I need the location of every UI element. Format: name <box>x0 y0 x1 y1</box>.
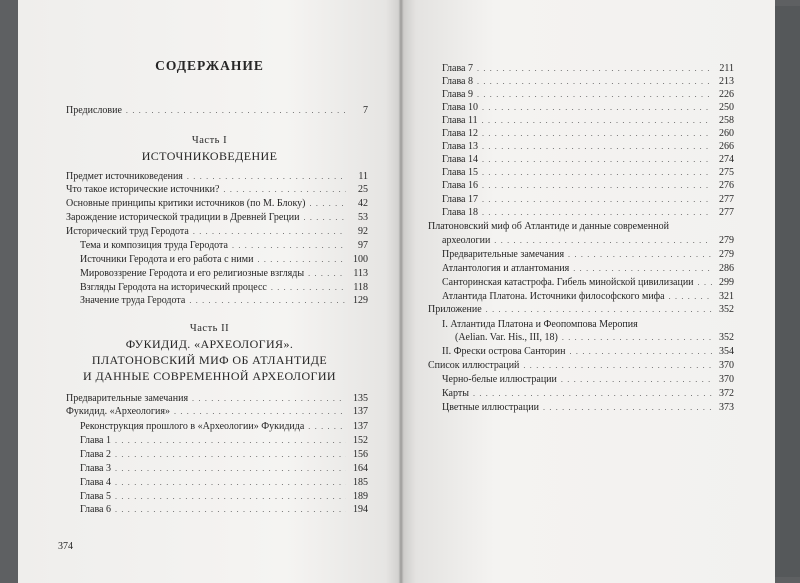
toc-entry-appendix <box>428 303 734 316</box>
toc-leader <box>271 281 346 294</box>
toc-entry-text: Фукидид. «Археология» <box>66 406 170 417</box>
toc-leader <box>570 345 712 358</box>
toc-entry-page: 42 <box>358 198 368 209</box>
toc-subentry <box>80 267 368 280</box>
book-gutter <box>398 0 404 583</box>
toc-entry-text: Источники Геродота и его работа с ними <box>80 254 254 265</box>
toc-leader <box>482 140 712 153</box>
toc-entry-text: Глава 7 <box>442 63 473 74</box>
toc-entry-page: 279 <box>719 249 734 260</box>
toc-entry <box>66 170 368 183</box>
toc-entry-page: 258 <box>719 115 734 126</box>
toc-subentry <box>442 127 734 140</box>
toc-leader <box>115 490 346 503</box>
toc-entry-text: (Aelian. Var. His., III, 18) <box>455 332 558 343</box>
toc-leader <box>115 462 346 475</box>
toc-leader <box>115 476 346 489</box>
toc-entry-page: 118 <box>353 282 368 293</box>
toc-subentry <box>80 434 368 447</box>
toc-entry-page: 189 <box>353 491 368 502</box>
toc-entry-page: 260 <box>719 128 734 139</box>
toc-entry-text: Приложение <box>428 304 482 315</box>
toc-entry-atlantis <box>442 234 734 247</box>
part2-title-line1: ФУКИДИД. «АРХЕОЛОГИЯ». <box>125 337 294 351</box>
toc-entry-text: Глава 3 <box>80 463 111 474</box>
toc-entry-page: 137 <box>353 406 368 417</box>
toc-entry-text: Глава 10 <box>442 102 478 113</box>
toc-leader <box>193 225 346 238</box>
toc-entry-page: 277 <box>719 207 734 218</box>
toc-entry-page: 321 <box>719 291 734 302</box>
toc-subentry <box>442 114 734 127</box>
toc-leader <box>543 401 712 414</box>
toc-leader <box>303 211 346 224</box>
toc-leader <box>126 104 346 117</box>
toc-leader <box>308 420 346 433</box>
toc-entry-page: 213 <box>719 76 734 87</box>
toc-subentry <box>80 448 368 461</box>
toc-appendix-item1 <box>455 331 734 344</box>
toc-entry-text: Взгляды Геродота на исторический процесс <box>80 282 267 293</box>
toc-leader <box>232 239 346 252</box>
toc-entry-text: Глава 17 <box>442 194 478 205</box>
toc-entry-text: Исторический труд Геродота <box>66 226 189 237</box>
toc-leader <box>486 303 712 316</box>
part2-label: Часть II <box>189 323 230 334</box>
part2-title-line3: И ДАННЫЕ СОВРЕМЕННОЙ АРХЕОЛОГИИ <box>82 369 336 383</box>
toc-leader <box>523 359 712 372</box>
toc-subentry <box>442 193 734 206</box>
toc-subentry <box>80 462 368 475</box>
toc-entry-text: Основные принципы критики источников (по М. Блоку) <box>66 198 306 209</box>
toc-entry-atlantis-line1: Платоновский миф об Атлантиде и данные современной <box>428 221 669 232</box>
toc-entry-text: Атлантология и атлантомания <box>442 263 570 274</box>
toc-entry-text: Глава 13 <box>442 141 478 152</box>
toc-entry-text: Что такое исторические источники? <box>66 184 220 195</box>
toc-entry-page: 135 <box>353 393 368 404</box>
toc-subentry <box>442 88 734 101</box>
toc-entry-text: Предмет источниковедения <box>66 171 183 182</box>
toc-leader <box>115 448 346 461</box>
toc-leader <box>494 234 712 247</box>
toc-leader <box>482 101 712 114</box>
toc-entry-text: Глава 8 <box>442 76 473 87</box>
toc-entry-text: Тема и композиция труда Геродота <box>80 240 228 251</box>
toc-entry-page: 156 <box>353 449 368 460</box>
toc-entry-text: Список иллюстраций <box>428 360 520 371</box>
toc-entry <box>66 392 368 405</box>
toc-entry-page: 137 <box>353 421 368 432</box>
toc-leader <box>482 166 712 179</box>
toc-subentry <box>80 281 368 294</box>
toc-subentry <box>80 490 368 503</box>
toc-leader <box>477 62 712 75</box>
toc-leader <box>192 392 346 405</box>
toc-entry <box>66 183 368 196</box>
toc-entry-page: 370 <box>719 374 734 385</box>
toc-entry-page: 113 <box>353 268 368 279</box>
toc-entry-page: 194 <box>353 504 368 515</box>
toc-entry-page: 164 <box>353 463 368 474</box>
toc-subentry <box>442 401 734 414</box>
toc-subentry <box>442 153 734 166</box>
toc-leader <box>561 373 712 386</box>
toc-entry-text: Глава 4 <box>80 477 111 488</box>
toc-leader <box>257 253 346 266</box>
toc-entry-text: Черно-белые иллюстрации <box>442 374 557 385</box>
toc-leader <box>482 127 712 140</box>
toc-entry-page: 226 <box>719 89 734 100</box>
toc-appendix-item2 <box>442 345 734 358</box>
toc-entry-text: Глава 9 <box>442 89 473 100</box>
toc-leader <box>477 75 712 88</box>
toc-entry-page: 129 <box>353 295 368 306</box>
toc-subentry <box>442 166 734 179</box>
toc-leader <box>482 153 712 166</box>
toc-subentry <box>442 290 734 303</box>
toc-entry-page: 277 <box>719 194 734 205</box>
toc-entry-text: Глава 2 <box>80 449 111 460</box>
toc-entry-text: Предисловие <box>66 105 122 116</box>
toc-subentry <box>80 253 368 266</box>
toc-entry-text: Глава 1 <box>80 435 111 446</box>
toc-appendix-item1-line1: I. Атлантида Платона и Феопомпова Меропия <box>442 319 638 330</box>
toc-entry-text: Глава 5 <box>80 491 111 502</box>
toc-subentry <box>442 140 734 153</box>
toc-leader <box>189 294 346 307</box>
toc-entry-page: 286 <box>719 263 734 274</box>
part1-title: ИСТОЧНИКОВЕДЕНИЕ <box>141 149 278 163</box>
toc-entry-text: Атлантида Платона. Источники философского мифа <box>442 291 665 302</box>
toc-subentry <box>442 262 734 275</box>
page-number: 374 <box>58 541 73 552</box>
toc-entry <box>66 197 368 210</box>
toc-entry-page: 279 <box>719 235 734 246</box>
toc-leader <box>473 387 712 400</box>
toc-entry-text: Мировоззрение Геродота и его религиозные взгляды <box>80 268 305 279</box>
toc-leader <box>698 276 712 289</box>
toc-entry-page: 25 <box>358 184 368 195</box>
toc-subentry <box>80 476 368 489</box>
toc-leader <box>482 114 712 127</box>
toc-leader <box>568 248 712 261</box>
toc-entry-text: Глава 6 <box>80 504 111 515</box>
toc-subentry <box>442 179 734 192</box>
toc-entry-page: 100 <box>353 254 368 265</box>
toc-entry-text: Глава 15 <box>442 167 478 178</box>
toc-entry-page: 370 <box>719 360 734 371</box>
toc-subentry <box>442 387 734 400</box>
toc-entry-page: 352 <box>719 304 734 315</box>
toc-entry-page: 373 <box>719 402 734 413</box>
toc-entry-page: 11 <box>358 171 368 182</box>
toc-subentry <box>442 276 734 289</box>
toc-entry-text: II. Фрески острова Санторин <box>442 346 566 357</box>
toc-entry-text: Значение труда Геродота <box>80 295 186 306</box>
toc-entry-page: 266 <box>719 141 734 152</box>
toc-subentry <box>442 373 734 386</box>
toc-leader <box>562 331 712 344</box>
toc-leader <box>482 179 712 192</box>
toc-entry-text: Цветные иллюстрации <box>442 402 539 413</box>
toc-leader <box>573 262 712 275</box>
toc-entry-text: Глава 12 <box>442 128 478 139</box>
toc-entry-page: 299 <box>719 277 734 288</box>
toc-leader <box>482 206 712 219</box>
toc-subentry <box>442 62 734 75</box>
toc-entry-text: Зарождение исторической традиции в Древней Греции <box>66 212 300 223</box>
toc-entry-illustrations <box>428 359 734 372</box>
toc-entry-page: 53 <box>358 212 368 223</box>
toc-entry-text: Санторинская катастрофа. Гибель минойской цивилизации <box>442 277 694 288</box>
toc-leader <box>477 88 712 101</box>
toc-subentry <box>80 239 368 252</box>
toc-entry-page: 276 <box>719 180 734 191</box>
toc-entry <box>66 405 368 418</box>
toc-entry-page: 372 <box>719 388 734 399</box>
toc-entry-page: 352 <box>719 332 734 343</box>
toc-entry-text: археологии <box>442 235 491 246</box>
toc-entry-page: 97 <box>358 240 368 251</box>
toc-entry-text: Глава 14 <box>442 154 478 165</box>
toc-entry-page: 354 <box>719 346 734 357</box>
toc-leader <box>187 170 346 183</box>
toc-subentry <box>442 101 734 114</box>
toc-leader <box>174 405 346 418</box>
toc-entry-page: 275 <box>719 167 734 178</box>
toc-leader <box>669 290 712 303</box>
toc-entry <box>66 225 368 238</box>
toc-leader <box>115 434 346 447</box>
toc-entry-preface <box>66 104 368 117</box>
toc-subentry <box>80 294 368 307</box>
toc-entry-page: 250 <box>719 102 734 113</box>
toc-subentry <box>442 75 734 88</box>
toc-entry-page: 92 <box>358 226 368 237</box>
toc-leader <box>115 503 346 516</box>
toc-entry-text: Глава 18 <box>442 207 478 218</box>
toc-entry-page: 185 <box>353 477 368 488</box>
toc-entry <box>66 211 368 224</box>
toc-leader <box>482 193 712 206</box>
part2-title-line2: ПЛАТОНОВСКИЙ МИФ ОБ АТЛАНТИДЕ <box>91 353 328 367</box>
toc-entry-page: 274 <box>719 154 734 165</box>
toc-subentry <box>80 420 368 433</box>
toc-entry-page: 7 <box>363 105 368 116</box>
page-edge <box>775 6 800 577</box>
toc-leader <box>308 267 346 280</box>
toc-subentry <box>442 206 734 219</box>
toc-entry-page: 152 <box>353 435 368 446</box>
toc-entry-page: 211 <box>719 63 734 74</box>
toc-entry-text: Карты <box>442 388 469 399</box>
part1-label: Часть I <box>191 135 228 146</box>
toc-entry-text: Предварительные замечания <box>442 249 565 260</box>
toc-subentry <box>442 248 734 261</box>
toc-entry-text: Предварительные замечания <box>66 393 189 404</box>
toc-leader <box>223 183 346 196</box>
toc-entry-text: Глава 11 <box>442 115 478 126</box>
toc-entry-text: Реконструкция прошлого в «Археологии» Фукидида <box>80 421 305 432</box>
toc-entry-text: Глава 16 <box>442 180 478 191</box>
page-title: СОДЕРЖАНИЕ <box>155 58 264 73</box>
toc-subentry <box>80 503 368 516</box>
toc-leader <box>310 197 346 210</box>
